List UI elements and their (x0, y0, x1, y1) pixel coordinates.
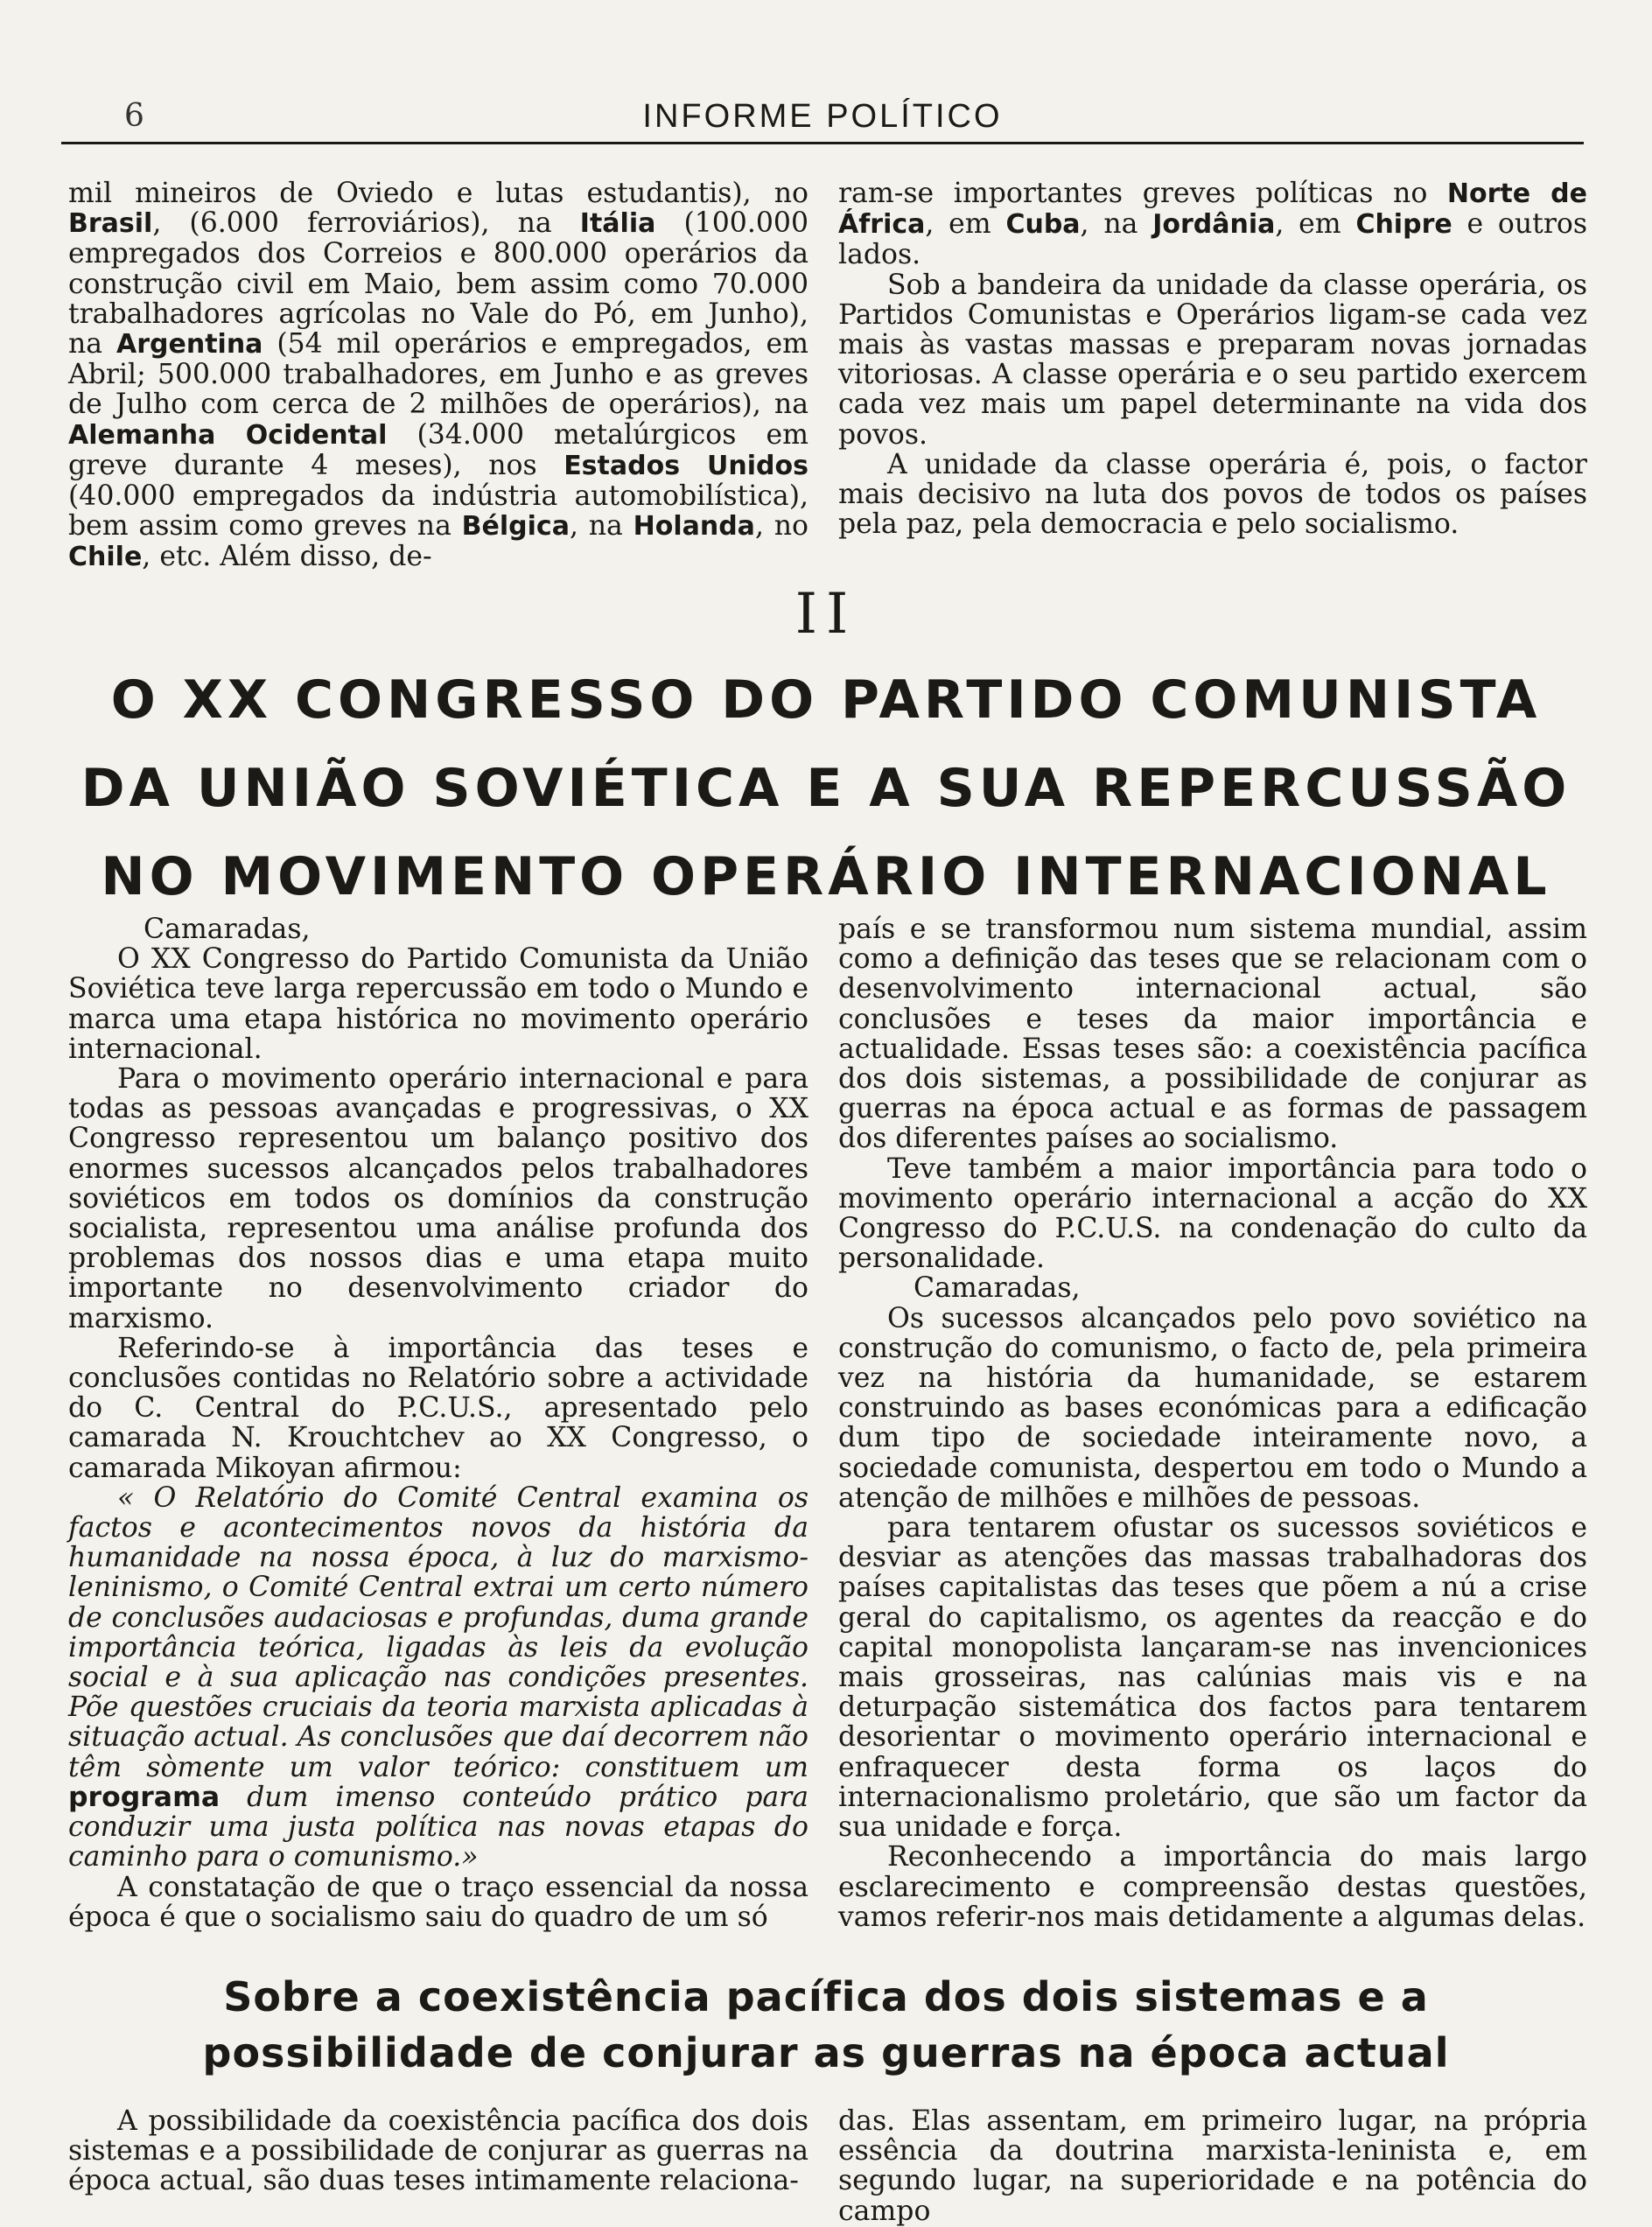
paragraph: país e se transformou num sistema mundial, assim como a definição das teses que se relacionam com o desenvolvimento internacional actual, são conclusões e teses da maior importância e actualidade. Essas teses são: a coexistência pacífica dos dois sistemas, a possibilidade de conjurar as guerras na época actual e as formas de passagem dos diferentes países ao socialismo. (838, 914, 1587, 1155)
top-right-column (838, 179, 1587, 539)
country-name: Estados Unidos (564, 450, 808, 481)
running-title: INFORME POLÍTICO (642, 98, 1003, 135)
paragraph: O XX Congresso do Partido Comunista da União Soviética teve larga repercussão em todo o Mundo e marca uma etapa histórica no movimento operário internacional. (68, 943, 808, 1065)
region-name: Chipre (1355, 209, 1452, 241)
header-rule (61, 142, 1584, 144)
subsection-title: Sobre a coexistência pacífica dos dois sistemas e a possibilidade de conjurar as guerras na época actual (202, 1973, 1450, 2076)
bottom-left-column (68, 2106, 808, 2196)
paragraph: das. Elas assentam, em primeiro lugar, na própria essência da doutrina marxista-leninista e, em segundo lugar, na superioridade e na potência do campo (838, 2105, 1587, 2227)
page-number: 6 (124, 98, 144, 134)
paragraph: A unidade da classe operária é, pois, o factor mais decisivo na luta dos povos de todos os países pela paz, pela democracia e pelo socialismo. (838, 448, 1587, 541)
salutation: Camaradas, (914, 1272, 1081, 1305)
bottom-right-column (838, 2106, 1587, 2226)
paragraph: para tentarem ofustar os sucessos soviéticos e desviar as atenções das massas trabalhadoras dos países capitalistas das teses que põem a nú a crise geral do capitalismo, os agentes da reacção e do capital monopolista lançaram-se nas invencionices mais grosseiras, nas calúnias mais vis e na deturpação sistemática dos factos para tentarem desorientar o movimento operário internacional e enfraquecer desta forma os laços do internacionalismo proletário, que são um factor da sua unidade e força. (838, 1512, 1587, 1844)
paragraph: Teve também a maior importância para todo o movimento operário internacional a acção do XX Congresso do P.C.U.S. na condenação do culto da personalidade. (838, 1152, 1587, 1275)
country-name: Chile (68, 542, 143, 573)
top-left-column (68, 179, 808, 573)
mid-right-column (838, 914, 1587, 1932)
paragraph: Para o movimento operário internacional e para todas as pessoas avançadas e progressivas, o XX Congresso representou um balanço positivo dos enormes sucessos alcançados pelos trabalhadores soviéticos em todos os domínios da construção socialista, representou uma análise profunda dos problemas dos nossos dias e uma etapa muito importante no desenvolvimento criador do marxismo. (68, 1063, 808, 1334)
paragraph: A possibilidade da coexistência pacífica dos dois sistemas e a possibilidade de conjurar as guerras na época actual, são duas teses intimamente relaciona- (68, 2105, 808, 2197)
paragraph: Os sucessos alcançados pelo povo soviético na construção do comunismo, o facto de, pela primeira vez na história da humanidade, se estarem construindo as bases económicas para a edificação dum tipo de sociedade inteiramente novo, a sociedade comunista, despertou em todo o Mundo a atenção de milhões e milhões de pessoas. (838, 1302, 1587, 1514)
country-name: Alemanha Ocidental (68, 419, 388, 451)
country-name: Bélgica (461, 511, 570, 543)
paragraph: Referindo-se à importância das teses e conclusões contidas no Relatório sobre a actividade do C. Central do P.C.U.S., apresentado pelo camarada N. Krouchtchev ao XX Congresso, o camarada Mikoyan afirmou: (68, 1332, 808, 1484)
paragraph: Sob a bandeira da unidade da classe operária, os Partidos Comunistas e Operários ligam-se cada vez mais às vastas massas e preparam novas jornadas vitoriosas. A classe operária e o seu partido exercem cada vez mais um papel determinante na vida dos povos. (838, 269, 1587, 451)
salutation: Camaradas, (144, 914, 311, 945)
emphasis-word: programa (68, 1781, 220, 1813)
mid-left-column (68, 914, 808, 1932)
country-name: Itália (579, 208, 656, 240)
country-name: Brasil (68, 208, 153, 240)
paragraph: A constatação de que o traço essencial da nossa época é que o socialismo saiu do quadro de um só (68, 1871, 808, 1933)
paragraph: Reconhecendo a importância do mais largo esclarecimento e compreensão destas questões, vamos referir-nos mais detidamente a algumas delas. (838, 1841, 1587, 1933)
region-name: Cuba (1005, 209, 1081, 241)
section-title: O XX CONGRESSO DO PARTIDO COMUNISTA DA UNIÃO SOVIÉTICA E A SUA REPERCUSSÃO NO MOVIMENTO OPERÁRIO INTERNACIONAL (80, 669, 1572, 907)
country-name: Argentina (116, 329, 263, 361)
page-header (61, 98, 1584, 145)
region-name: Jordânia (1152, 209, 1276, 241)
section-numeral: II (794, 582, 858, 647)
quotation: « O Relatório do Comité Central examina os factos e acontecimentos novos da história da humanidade na nossa época, à luz do marxismo-leninismo, o Comité Central extrai um certo número de conclusões audaciosas e profundas, duma grande importância teórica, ligadas às leis da evolução social e à sua aplicação nas condições presentes. Põe questões cruciais da teoria marxista aplicadas à situação actual. As conclusões que daí decorrem não têm sòmente um valor teórico: constituem um programa dum imenso conteúdo prático para conduzir uma justa política nas novas etapas do caminho para o comunismo.» (68, 1481, 808, 1873)
paragraph: ram-se importantes greves políticas no Norte de África, em Cuba, na Jordânia, em Chipre e outros lados. (838, 178, 1588, 271)
country-name: Holanda (633, 511, 755, 543)
region-name: Norte de África (838, 179, 1587, 241)
paragraph: mil mineiros de Oviedo e lutas estudantis), no Brasil, (6.000 ferroviários), na Itália (100.000 empregados dos Correios e 800.000 operários da construção civil em Maio, bem assim como 70.000 trabalhadores agrícolas no Vale do Pó, em Junho), na Argentina (54 mil operários e empregados, em Abril; 500.000 trabalhadores, em Junho e as greves de Julho com cerca de 2 milhões de operários), na Alemanha Ocidental (34.000 metalúrgicos em greve durante 4 meses), nos Estados Unidos (40.000 empregados da indústria automobilística), bem assim como greves na Bélgica, na Holanda, no Chile, etc. Além disso, de- (68, 178, 808, 573)
